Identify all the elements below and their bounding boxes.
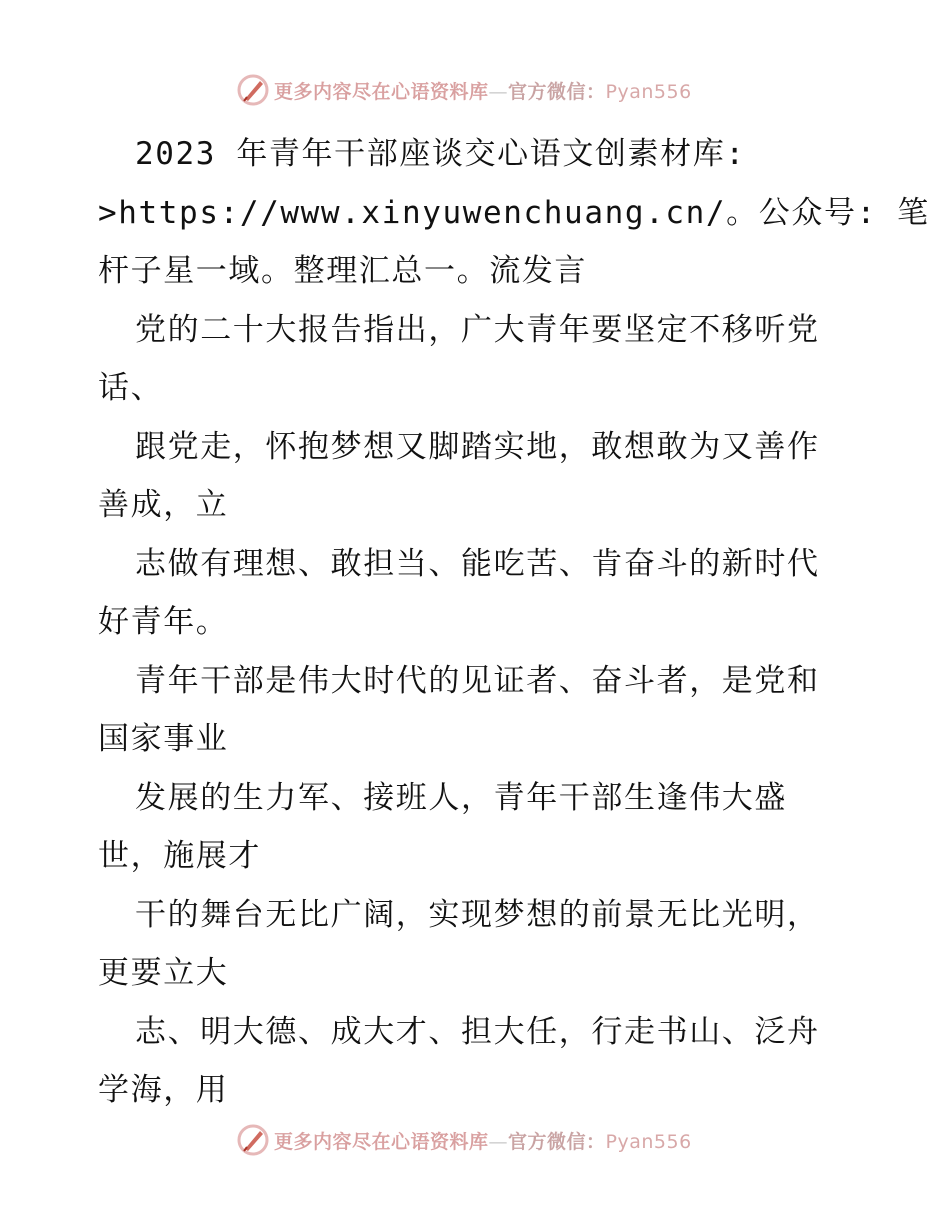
quill-pen-logo-icon [236,1123,270,1157]
text-line: 志、明大德、成大才、担大任，行走书山、泛舟 [135,1013,820,1050]
watermark-title: 更多内容尽在心语资料库 [274,80,489,103]
text-line: 干的舞台无比广阔，实现梦想的前景无比光明， [135,896,820,933]
watermark-account: Pyan556 [605,80,692,103]
watermark-account: Pyan556 [605,1130,692,1153]
watermark-text [274,1127,692,1154]
text-line: 青年干部是伟大时代的见证者、奋斗者，是党和 [135,662,820,699]
text-line: 发展的生力军、接班人，青年干部生逢伟大盛 [135,779,787,816]
text-line: 善成，立 [98,487,229,523]
text-line: 更要立大 [98,955,229,991]
watermark-wechat-label: 官方微信： [508,1130,606,1153]
watermark-separator: — [488,1130,509,1153]
watermark-separator: — [488,80,509,103]
text-line: 党的二十大报告指出，广大青年要坚定不移听党 [135,311,820,348]
text-line: 杆子星一域。整理汇总一。流发言 [98,253,587,289]
text-line: 国家事业 [98,721,229,757]
text-line: 好青年。 [98,604,229,640]
text-line: >https://www.xinyuwenchuang.cn/。公众号: 笔 [98,194,930,231]
text-line: 志做有理想、敢担当、能吃苦、肯奋斗的新时代 [135,545,820,582]
text-line: 话、 [98,370,164,406]
document-body [98,125,930,1120]
footer-watermark [236,1122,692,1158]
header-watermark [236,72,692,108]
quill-pen-logo-icon [236,73,270,107]
watermark-title: 更多内容尽在心语资料库 [274,1130,489,1153]
watermark-wechat-label: 官方微信： [508,80,606,103]
text-line: 世，施展才 [98,838,261,874]
text-line: 学海，用 [98,1072,229,1108]
text-line: 跟党走，怀抱梦想又脚踏实地，敢想敢为又善作 [135,428,820,465]
text-line: 2023 年青年干部座谈交心语文创素材库: [135,136,746,172]
watermark-text [274,77,692,104]
